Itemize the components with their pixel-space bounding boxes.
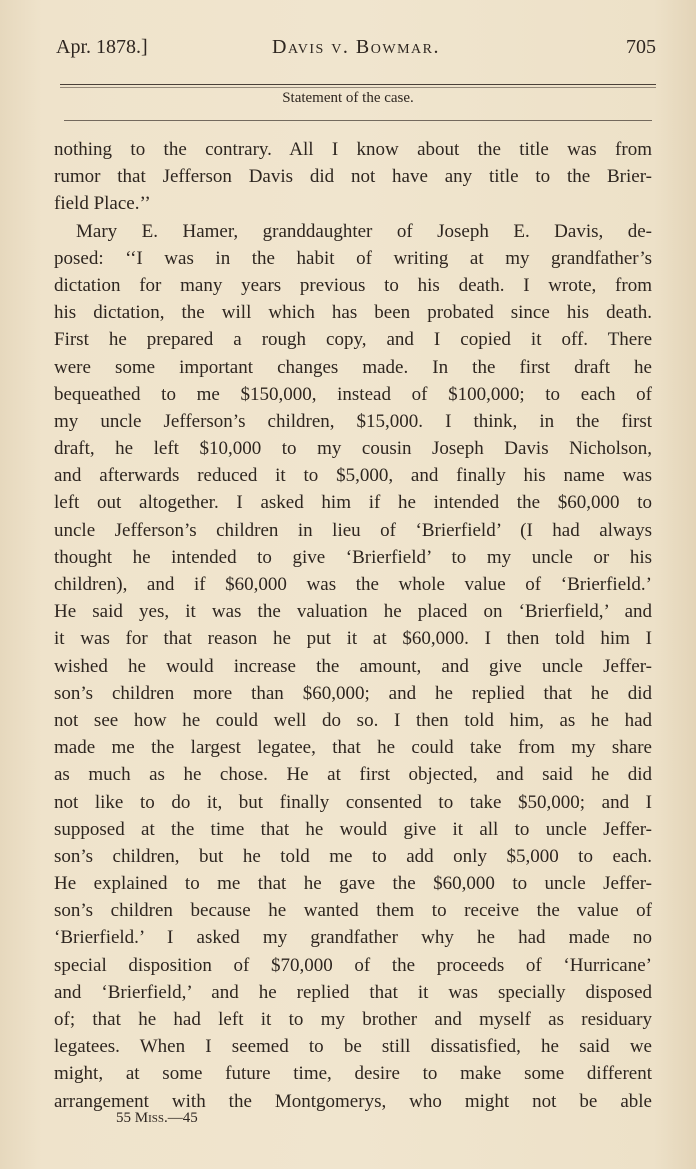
text-line: his dictation, the will which has been probated since his death. — [54, 302, 652, 324]
text-line: and ‘Brierfield,’ and he replied that it was specially disposed — [54, 981, 652, 1003]
text-line: my uncle Jefferson’s children, $15,000. I think, in the first — [54, 410, 652, 432]
text-line: field Place.’’ — [54, 193, 151, 215]
text-line: thought he intended to give ‘Brierfield’ to my uncle or his — [54, 546, 652, 568]
header-date: Apr. 1878.] — [56, 36, 148, 58]
body-text — [54, 136, 652, 1115]
header-page-number: 705 — [626, 36, 656, 58]
text-line: son’s children more than $60,000; and he replied that he did — [54, 682, 652, 704]
text-line: posed: ‘‘I was in the habit of writing at my grandfather’s — [54, 247, 652, 269]
text-line: He explained to me that he gave the $60,000 to uncle Jeffer- — [54, 873, 652, 895]
text-line: special disposition of $70,000 of the proceeds of ‘Hurricane’ — [54, 954, 652, 976]
text-line: rumor that Jefferson Davis did not have any title to the Brier- — [54, 166, 652, 188]
header-case-title: Davis v. Bowmar. — [272, 36, 440, 58]
header-rule — [60, 84, 656, 85]
text-line: not like to do it, but finally consented to take $50,000; and I — [54, 791, 652, 813]
section-caption: Statement of the case. — [282, 90, 414, 106]
text-line: as much as he chose. He at first objected, and said he did — [54, 764, 652, 786]
text-line: First he prepared a rough copy, and I copied it off. There — [54, 329, 652, 351]
text-line: were some important changes made. In the first draft he — [54, 356, 652, 378]
text-line: supposed at the time that he would give it all to uncle Jeffer- — [54, 818, 652, 840]
text-line: of; that he had left it to my brother and myself as residuary — [54, 1009, 652, 1030]
text-line: Mary E. Hamer, granddaughter of Joseph E. Davis, de- — [76, 220, 652, 242]
caption-rule — [64, 120, 652, 121]
text-line: not see how he could well do so. I then told him, as he had — [54, 709, 652, 731]
text-line: He said yes, it was the valuation he placed on ‘Brierfield,’ and — [54, 601, 652, 623]
text-line: wished he would increase the amount, and give uncle Jeffer- — [54, 655, 652, 677]
text-line: ‘Brierfield.’ I asked my grandfather why he had made no — [54, 927, 652, 949]
text-line: bequeathed to me $150,000, instead of $100,000; to each of — [54, 383, 652, 405]
text-line: uncle Jefferson’s children in lieu of ‘Brierfield’ (I had always — [54, 519, 652, 541]
text-line: son’s children, but he told me to add only $5,000 to each. — [54, 845, 652, 867]
text-line: might, at some future time, desire to make some different — [54, 1063, 652, 1085]
text-line: draft, he left $10,000 to my cousin Joseph Davis Nicholson, — [54, 438, 652, 460]
text-line: left out altogether. I asked him if he intended the $60,000 to — [54, 492, 652, 514]
running-header — [56, 34, 656, 64]
text-line: son’s children because he wanted them to receive the value of — [54, 900, 652, 922]
header-rule-double — [60, 87, 656, 88]
text-line: it was for that reason he put it at $60,000. I then told him I — [54, 628, 652, 650]
text-line: and afterwards reduced it to $5,000, and finally his name was — [54, 465, 652, 487]
signature-mark: 55 Miss.—45 — [116, 1110, 198, 1126]
text-line: legatees. When I seemed to be still dissatisfied, he said we — [54, 1036, 652, 1058]
text-line: children), and if $60,000 was the whole value of ‘Brierfield.’ — [54, 574, 652, 595]
text-line: arrangement with the Montgomerys, who might not be able — [54, 1090, 652, 1112]
text-line: nothing to the contrary. All I know about the title was from — [54, 139, 652, 160]
text-line: dictation for many years previous to his death. I wrote, from — [54, 274, 652, 296]
text-line: made me the largest legatee, that he could take from my share — [54, 737, 652, 759]
